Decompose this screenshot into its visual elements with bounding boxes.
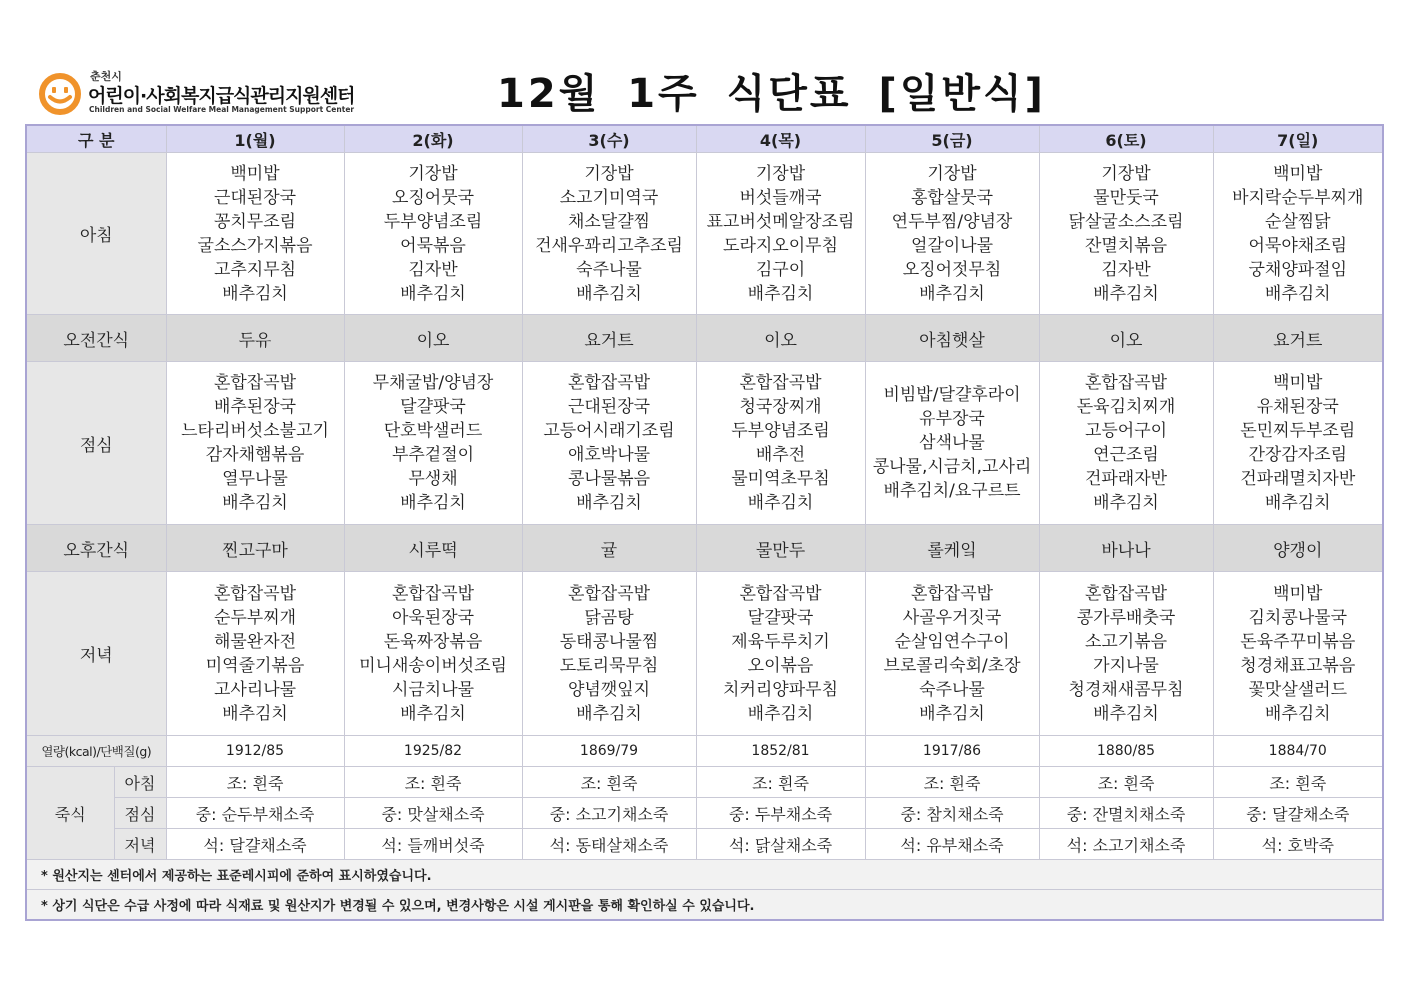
nutrition-cell: 1925/82 xyxy=(344,736,522,767)
nutrition-cell: 1884/70 xyxy=(1213,736,1383,767)
snack-cell: 아침햇살 xyxy=(865,315,1039,362)
menu-item: 배추김치 xyxy=(747,283,814,304)
snack-cell: 이오 xyxy=(1039,315,1213,362)
menu-item: 백미밥 xyxy=(1273,373,1323,393)
snack-cell: 양갱이 xyxy=(1213,525,1383,572)
porridge-cell: 중: 참치채소죽 xyxy=(865,798,1039,829)
menu-item: 배추김치/요구르트 xyxy=(883,481,1021,501)
porridge-cell: 조: 흰죽 xyxy=(696,767,865,798)
dinner-cell xyxy=(344,572,522,736)
menu-item: 궁채양파절임 xyxy=(1248,259,1348,280)
snack-cell: 찐고구마 xyxy=(166,525,344,572)
menu-item: 가지나물 xyxy=(1093,655,1159,676)
menu-item: 어묵야채조림 xyxy=(1248,235,1348,256)
snack-cell: 바나나 xyxy=(1039,525,1213,572)
porridge-lunch-label: 점심 xyxy=(114,798,166,829)
menu-item: 고등어구이 xyxy=(1084,421,1168,441)
menu-item: 삼색나물 xyxy=(919,433,985,453)
porridge-cell: 석: 들깨버섯죽 xyxy=(344,829,522,860)
menu-item: 배추김치 xyxy=(576,493,642,513)
porridge-cell: 조: 흰죽 xyxy=(1213,767,1383,798)
day-header-row xyxy=(26,125,1383,153)
snack-cell: 시루떡 xyxy=(344,525,522,572)
menu-item: 간장감자조림 xyxy=(1248,445,1348,465)
nutrition-cell: 1852/81 xyxy=(696,736,865,767)
menu-item: 애호박나물 xyxy=(567,445,651,465)
lunch-cell xyxy=(522,362,696,525)
menu-item: 열무나물 xyxy=(222,469,288,489)
dinner-cell xyxy=(166,572,344,736)
menu-item: 양념깻잎지 xyxy=(567,679,651,700)
menu-item: 돈육주꾸미볶음 xyxy=(1240,631,1356,652)
menu-item: 두부양념조림 xyxy=(383,211,483,232)
menu-item: 바지락순두부찌개 xyxy=(1232,187,1364,208)
menu-item: 잔멸치볶음 xyxy=(1084,235,1168,256)
lunch-cell xyxy=(1039,362,1213,525)
menu-item: 숙주나물 xyxy=(576,259,642,280)
lunch-label: 점심 xyxy=(26,362,166,525)
menu-item: 혼합잡곡밥 xyxy=(739,373,822,393)
menu-item: 기장밥 xyxy=(584,163,634,184)
porridge-cell: 석: 소고기채소죽 xyxy=(1039,829,1213,860)
logo-english-name: Children and Social Welfare Meal Management Support Center xyxy=(89,105,355,114)
menu-item: 달걀팟국 xyxy=(747,607,814,628)
menu-item: 콩가루배춧국 xyxy=(1076,607,1176,628)
menu-item: 혼합잡곡밥 xyxy=(213,583,297,604)
menu-item: 기장밥 xyxy=(408,163,458,184)
menu-item: 꽁치무조림 xyxy=(213,211,297,232)
page-title: 12월 1주 식단표 [일반식] xyxy=(497,71,1046,117)
porridge-cell: 조: 흰죽 xyxy=(344,767,522,798)
menu-item: 오이볶음 xyxy=(747,655,814,676)
menu-item: 순살임연수구이 xyxy=(894,631,1010,652)
nutrition-cell: 1912/85 xyxy=(166,736,344,767)
menu-item: 순살찜닭 xyxy=(1264,211,1331,232)
porridge-cell: 중: 순두부채소죽 xyxy=(166,798,344,829)
day-header: 3(수) xyxy=(522,125,696,153)
menu-item: 유채된장국 xyxy=(1256,397,1339,417)
porridge-dinner-row xyxy=(26,829,1383,860)
breakfast-cell xyxy=(344,153,522,315)
menu-item: 도토리묵무침 xyxy=(559,655,659,676)
menu-item: 백미밥 xyxy=(230,163,280,184)
menu-item: 연근조림 xyxy=(1093,445,1159,465)
menu-item: 근대된장국 xyxy=(567,397,651,417)
porridge-cell: 중: 잔멸치채소죽 xyxy=(1039,798,1213,829)
breakfast-cell xyxy=(1039,153,1213,315)
menu-item: 감자채햄볶음 xyxy=(205,445,305,465)
menu-item: 오징어젓무침 xyxy=(902,259,1002,280)
menu-item: 건파래자반 xyxy=(1084,469,1168,489)
porridge-dinner-label: 저녁 xyxy=(114,829,166,860)
menu-item: 동태콩나물찜 xyxy=(559,631,659,652)
porridge-breakfast-label: 아침 xyxy=(114,767,166,798)
menu-item: 꽃맛살샐러드 xyxy=(1248,679,1348,700)
menu-item: 버섯들깨국 xyxy=(739,187,822,208)
menu-item: 백미밥 xyxy=(1273,583,1323,604)
dinner-cell xyxy=(696,572,865,736)
morning_snack-row xyxy=(26,315,1383,362)
menu-item: 김치콩나물국 xyxy=(1248,607,1348,628)
porridge-cell: 석: 호박죽 xyxy=(1213,829,1383,860)
center-logo xyxy=(38,68,378,116)
nutrition-cell: 1880/85 xyxy=(1039,736,1213,767)
menu-item: 치커리양파무침 xyxy=(723,679,838,700)
menu-item: 채소달걀찜 xyxy=(567,211,651,232)
porridge-cell: 조: 흰죽 xyxy=(865,767,1039,798)
menu-item: 소고기볶음 xyxy=(1084,631,1168,652)
menu-item: 배추김치 xyxy=(400,703,466,724)
snack-cell: 요거트 xyxy=(522,315,696,362)
corner-header: 구 분 xyxy=(26,125,166,153)
lunch-cell xyxy=(696,362,865,525)
menu-item: 소고기미역국 xyxy=(559,187,659,208)
afternoon_snack-row xyxy=(26,525,1383,572)
menu-item: 청경채표고볶음 xyxy=(1240,655,1356,676)
snack-cell: 이오 xyxy=(696,315,865,362)
menu-item: 순두부찌개 xyxy=(213,607,297,628)
menu-item: 근대된장국 xyxy=(213,187,297,208)
menu-item: 얼갈이나물 xyxy=(910,235,994,256)
menu-item: 배추김치 xyxy=(747,703,814,724)
menu-item: 배추김치 xyxy=(919,283,985,304)
menu-item: 백미밥 xyxy=(1273,163,1323,184)
menu-item: 기장밥 xyxy=(927,163,977,184)
nutrition-row xyxy=(26,736,1383,767)
menu-item: 콩나물볶음 xyxy=(567,469,651,489)
menu-item: 혼합잡곡밥 xyxy=(1084,373,1168,393)
snack-cell: 이오 xyxy=(344,315,522,362)
nutrition-cell: 1869/79 xyxy=(522,736,696,767)
menu-item: 콩나물,시금치,고사리 xyxy=(872,457,1032,477)
menu-item: 단호박샐러드 xyxy=(383,421,483,441)
menu-item: 배추김치 xyxy=(222,283,288,304)
menu-item: 기장밥 xyxy=(755,163,806,184)
menu-item: 시금치나물 xyxy=(391,679,475,700)
menu-item: 달걀팟국 xyxy=(400,397,466,417)
menu-item: 물만둣국 xyxy=(1093,187,1159,208)
day-header: 1(월) xyxy=(166,125,344,153)
menu-item: 혼합잡곡밥 xyxy=(1084,583,1168,604)
menu-item: 무생채 xyxy=(408,469,458,489)
lunch-cell xyxy=(865,362,1039,525)
logo-name: 어린이·사회복지급식관리지원센터 xyxy=(88,85,355,107)
porridge-cell: 중: 소고기채소죽 xyxy=(522,798,696,829)
day-header: 2(화) xyxy=(344,125,522,153)
menu-item: 청경채새콤무침 xyxy=(1068,679,1184,700)
dinner-cell xyxy=(1213,572,1383,736)
snack-cell: 두유 xyxy=(166,315,344,362)
menu-item: 혼합잡곡밥 xyxy=(567,373,651,393)
menu-table xyxy=(25,124,1384,921)
menu-item: 김자반 xyxy=(1101,259,1151,280)
porridge-cell: 조: 흰죽 xyxy=(166,767,344,798)
menu-item: 기장밥 xyxy=(1101,163,1151,184)
menu-item: 건파래멸치자반 xyxy=(1240,469,1356,489)
menu-item: 배추김치 xyxy=(576,283,642,304)
menu-item: 배추김치 xyxy=(1093,283,1159,304)
day-header: 5(금) xyxy=(865,125,1039,153)
porridge-lunch-row xyxy=(26,798,1383,829)
menu-item: 배추김치 xyxy=(1264,493,1331,513)
menu-item: 배추김치 xyxy=(747,493,814,513)
breakfast-cell xyxy=(166,153,344,315)
menu-item: 혼합잡곡밥 xyxy=(213,373,297,393)
smile-logo-icon xyxy=(38,72,82,116)
menu-item: 미역줄기볶음 xyxy=(205,655,305,676)
lunch-cell xyxy=(1213,362,1383,525)
menu-item: 건새우꽈리고추조림 xyxy=(535,235,683,256)
menu-item: 해물완자전 xyxy=(213,631,297,652)
breakfast-cell xyxy=(865,153,1039,315)
menu-item: 배추김치 xyxy=(400,283,466,304)
afternoon_snack-label: 오후간식 xyxy=(26,525,166,572)
menu-item: 배추전 xyxy=(755,445,806,465)
menu-item: 어묵볶음 xyxy=(400,235,466,256)
dinner-label: 저녁 xyxy=(26,572,166,736)
dinner-cell xyxy=(1039,572,1213,736)
menu-item: 혼합잡곡밥 xyxy=(567,583,651,604)
menu-item: 배추김치 xyxy=(919,703,985,724)
menu-item: 무채굴밥/양념장 xyxy=(372,373,494,393)
menu-item: 부추겉절이 xyxy=(391,445,475,465)
snack-cell: 물만두 xyxy=(696,525,865,572)
breakfast-cell xyxy=(522,153,696,315)
menu-item: 돈육김치찌개 xyxy=(1076,397,1176,417)
menu-item: 배추김치 xyxy=(1093,493,1159,513)
menu-item: 굴소스가지볶음 xyxy=(197,235,313,256)
porridge-cell: 중: 달걀채소죽 xyxy=(1213,798,1383,829)
breakfast-row xyxy=(26,153,1383,315)
porridge-breakfast-row xyxy=(26,767,1383,798)
page-header xyxy=(0,0,1403,124)
menu-item: 고등어시래기조림 xyxy=(543,421,675,441)
menu-item: 표고버섯메알장조림 xyxy=(706,211,855,232)
nutrition-label: 열량(kcal)/단백질(g) xyxy=(26,736,166,767)
dinner-cell xyxy=(522,572,696,736)
menu-item: 닭곰탕 xyxy=(584,607,634,628)
lunch-cell xyxy=(344,362,522,525)
menu-item: 청국장찌개 xyxy=(739,397,822,417)
porridge-cell: 석: 유부채소죽 xyxy=(865,829,1039,860)
menu-item: 혼합잡곡밥 xyxy=(910,583,994,604)
menu-item: 배추김치 xyxy=(1264,283,1331,304)
lunch-row xyxy=(26,362,1383,525)
menu-item: 혼합잡곡밥 xyxy=(391,583,475,604)
logo-city: 춘천시 xyxy=(90,70,122,83)
porridge-cell: 석: 동태살채소죽 xyxy=(522,829,696,860)
menu-item: 느타리버섯소불고기 xyxy=(181,421,329,441)
porridge-cell: 석: 달걀채소죽 xyxy=(166,829,344,860)
snack-cell: 귤 xyxy=(522,525,696,572)
menu-item: 배추김치 xyxy=(1093,703,1159,724)
breakfast-label: 아침 xyxy=(26,153,166,315)
breakfast-cell xyxy=(696,153,865,315)
menu-item: 배추김치 xyxy=(222,493,288,513)
nutrition-cell: 1917/86 xyxy=(865,736,1039,767)
day-header: 7(일) xyxy=(1213,125,1383,153)
menu-item: 아욱된장국 xyxy=(391,607,475,628)
snack-cell: 요거트 xyxy=(1213,315,1383,362)
menu-item: 유부장국 xyxy=(919,409,985,429)
dinner-cell xyxy=(865,572,1039,736)
morning_snack-label: 오전간식 xyxy=(26,315,166,362)
porridge-cell: 조: 흰죽 xyxy=(1039,767,1213,798)
day-header: 4(목) xyxy=(696,125,865,153)
menu-item: 배추김치 xyxy=(1264,703,1331,724)
menu-item: 배추김치 xyxy=(400,493,466,513)
menu-item: 혼합잡곡밥 xyxy=(739,583,822,604)
menu-item: 홍합살뭇국 xyxy=(910,187,994,208)
menu-item: 고추지무침 xyxy=(213,259,297,280)
menu-item: 오징어뭇국 xyxy=(391,187,475,208)
dinner-row xyxy=(26,572,1383,736)
menu-item: 돈민찌두부조림 xyxy=(1240,421,1356,441)
porridge-cell: 석: 닭살채소죽 xyxy=(696,829,865,860)
snack-cell: 롤케잌 xyxy=(865,525,1039,572)
menu-item: 닭살굴소스조림 xyxy=(1068,211,1184,232)
porridge-cell: 중: 맛살채소죽 xyxy=(344,798,522,829)
menu-item: 돈육짜장볶음 xyxy=(383,631,483,652)
menu-item: 김자반 xyxy=(408,259,458,280)
note-row xyxy=(26,860,1383,890)
menu-item: 김구이 xyxy=(755,259,806,280)
footnote: * 원산지는 센터에서 제공하는 표준레시피에 준하여 표시하였습니다. xyxy=(26,860,1383,890)
menu-item: 브로콜리숙회/초장 xyxy=(883,655,1021,676)
menu-item: 제육두루치기 xyxy=(731,631,830,652)
menu-item: 배추된장국 xyxy=(213,397,297,417)
menu-item: 두부양념조림 xyxy=(731,421,830,441)
lunch-cell xyxy=(166,362,344,525)
menu-item: 물미역초무침 xyxy=(731,469,830,489)
menu-item: 숙주나물 xyxy=(919,679,985,700)
porridge-label: 죽식 xyxy=(26,767,114,860)
menu-item: 고사리나물 xyxy=(213,679,297,700)
menu-item: 배추김치 xyxy=(576,703,642,724)
menu-item: 미니새송이버섯조림 xyxy=(359,655,507,676)
breakfast-cell xyxy=(1213,153,1383,315)
menu-item: 배추김치 xyxy=(222,703,288,724)
menu-item: 사골우거짓국 xyxy=(902,607,1002,628)
menu-item: 연두부찜/양념장 xyxy=(891,211,1013,232)
porridge-cell: 조: 흰죽 xyxy=(522,767,696,798)
menu-item: 도라지오이무침 xyxy=(723,235,838,256)
menu-item: 비빔밥/달걀후라이 xyxy=(883,385,1021,405)
footnote: * 상기 식단은 수급 사정에 따라 식재료 및 원산지가 변경될 수 있으며, 변경사항은 시설 게시판을 통해 확인하실 수 있습니다. xyxy=(26,890,1383,921)
porridge-cell: 중: 두부채소죽 xyxy=(696,798,865,829)
menu-table-body xyxy=(26,125,1383,920)
note-row xyxy=(26,890,1383,921)
day-header: 6(토) xyxy=(1039,125,1213,153)
